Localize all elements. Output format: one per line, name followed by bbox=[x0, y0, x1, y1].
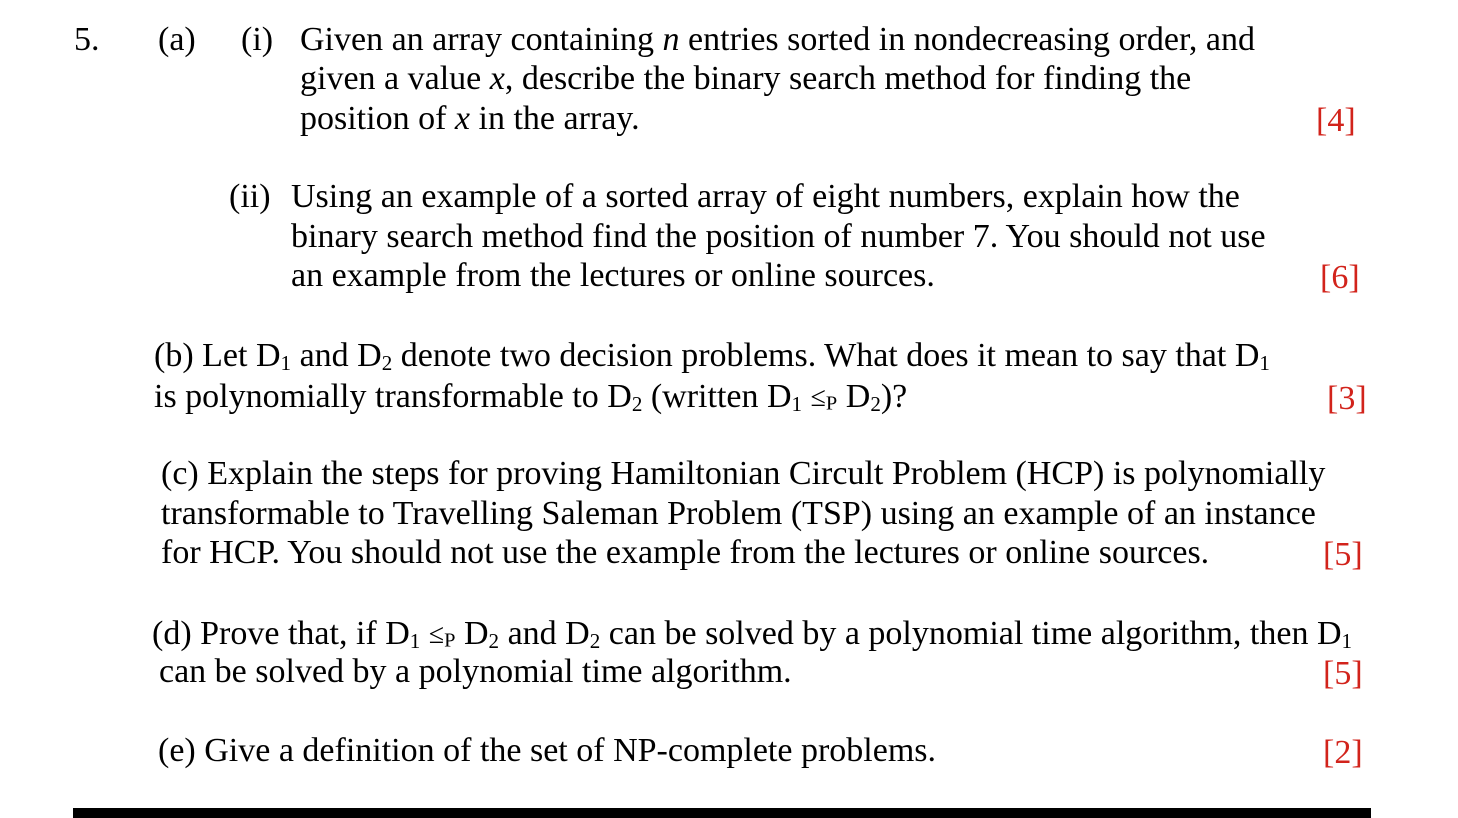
part-a-ii-line-1: Using an example of a sorted array of eight numbers, explain how the bbox=[291, 178, 1240, 215]
part-e-marks: [2] bbox=[1323, 734, 1363, 771]
question-number: 5. bbox=[74, 21, 100, 58]
part-a-i-line-1: Given an array containing n entries sorted in nondecreasing order, and bbox=[300, 21, 1256, 58]
part-b-line-1: (b) Let D1 and D2 denote two decision problems. What does it mean to say that D1 bbox=[154, 337, 1270, 375]
part-d-line-2: can be solved by a polynomial time algorithm. bbox=[159, 653, 792, 690]
part-d-marks: [5] bbox=[1323, 655, 1363, 692]
part-b-line-2: is polynomially transformable to D2 (written D1 ≤P D2)? bbox=[154, 378, 908, 416]
part-a-label: (a) bbox=[158, 21, 196, 58]
part-a-ii-marks: [6] bbox=[1320, 259, 1360, 296]
part-a-i-line-3: position of x in the array. bbox=[300, 100, 640, 137]
part-e-line-1: (e) Give a definition of the set of NP-complete problems. bbox=[158, 732, 936, 769]
part-a-ii-line-2: binary search method find the position of number 7. You should not use bbox=[291, 218, 1266, 255]
part-a-i-marks: [4] bbox=[1316, 102, 1356, 139]
part-a-i-line-2: given a value x, describe the binary search method for finding the bbox=[300, 60, 1192, 97]
part-c-line-3: for HCP. You should not use the example from the lectures or online sources. bbox=[161, 534, 1210, 571]
part-d-line-1: (d) Prove that, if D1 ≤P D2 and D2 can be solved by a polynomial time algorithm, then D1 bbox=[152, 615, 1353, 653]
part-c-marks: [5] bbox=[1323, 536, 1363, 573]
bottom-divider bbox=[73, 808, 1371, 818]
part-c-line-2: transformable to Travelling Saleman Problem (TSP) using an example of an instance bbox=[161, 495, 1316, 532]
part-a-ii-line-3: an example from the lectures or online sources. bbox=[291, 257, 935, 294]
part-c-line-1: (c) Explain the steps for proving Hamiltonian Circult Problem (HCP) is polynomially bbox=[161, 455, 1326, 492]
part-b-marks: [3] bbox=[1327, 380, 1367, 417]
part-a-i-label: (i) bbox=[241, 21, 274, 58]
part-a-ii-label: (ii) bbox=[229, 178, 271, 215]
